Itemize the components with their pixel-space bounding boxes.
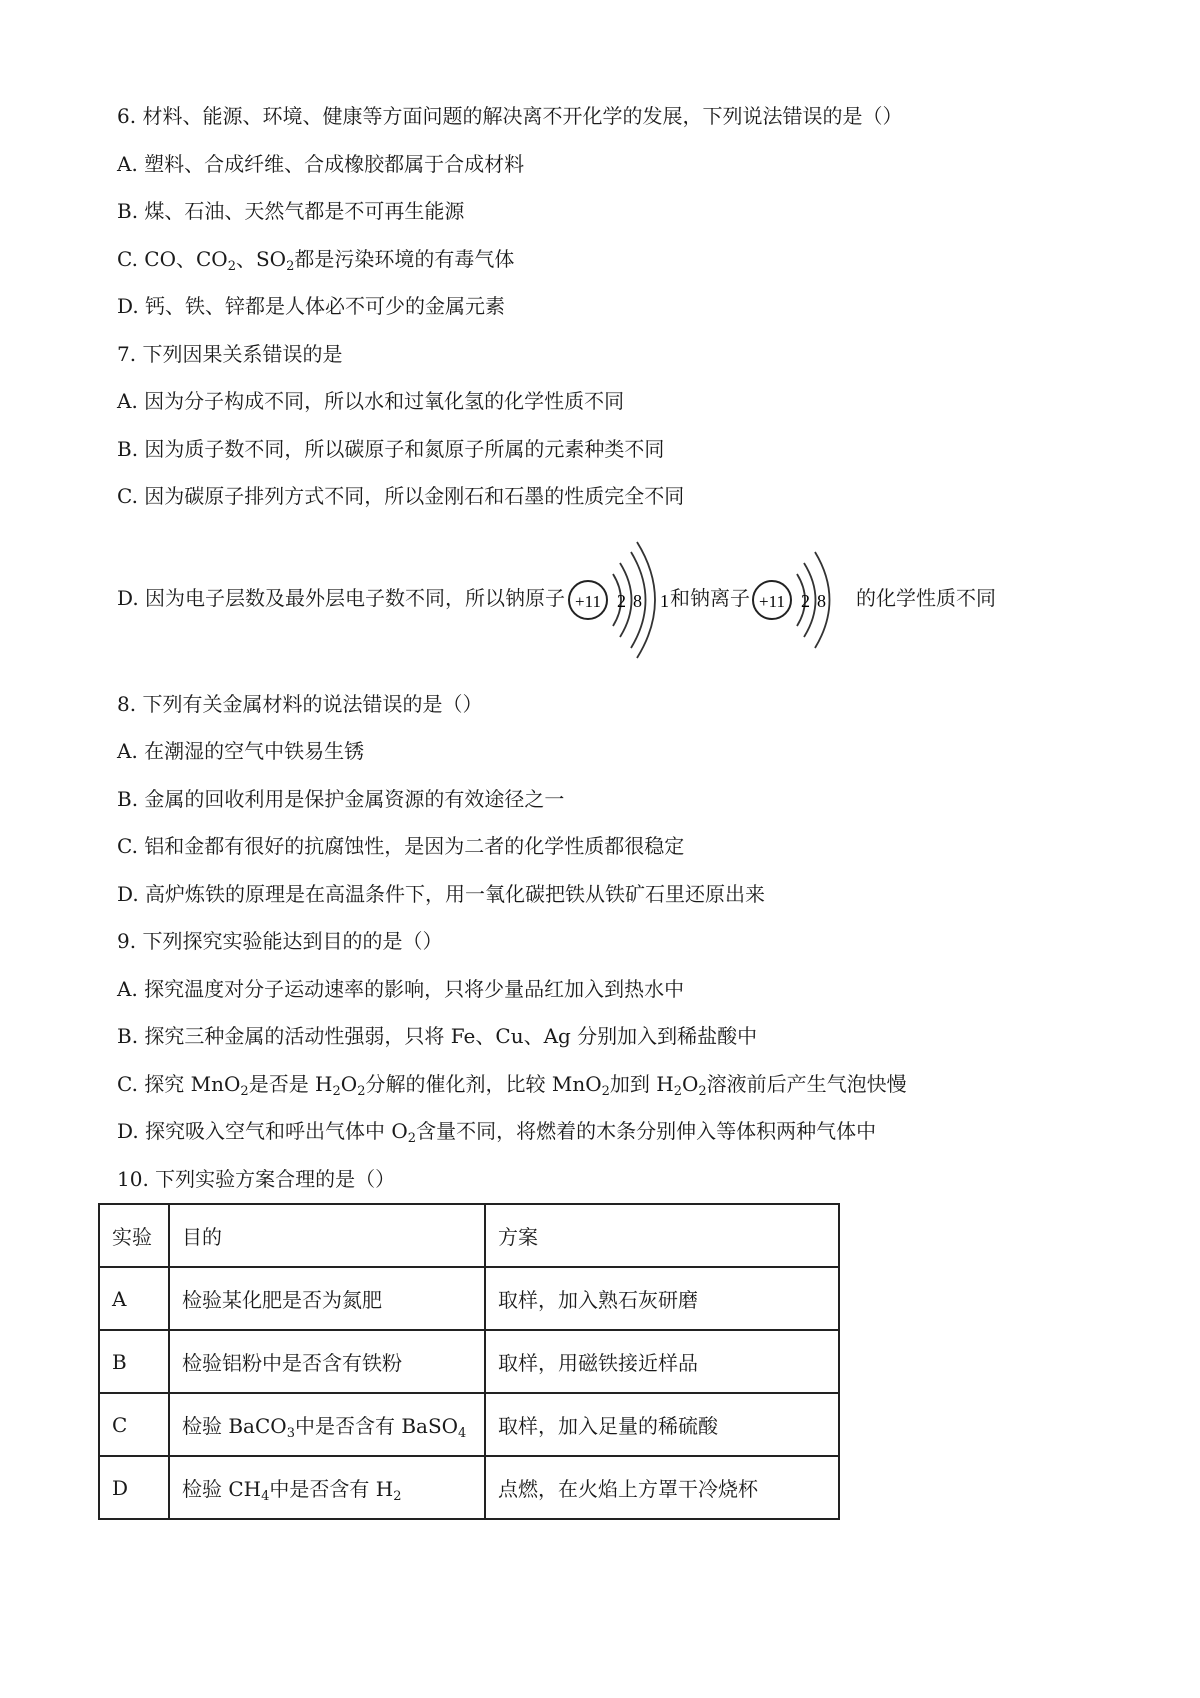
q6-option-d: D. 钙、铁、锌都是人体必不可少的金属元素 bbox=[117, 294, 506, 318]
header-goal: 目的 bbox=[169, 1204, 485, 1267]
table-row bbox=[99, 1267, 839, 1330]
table-row bbox=[99, 1393, 839, 1456]
row-plan: 取样，加入足量的稀硫酸 bbox=[485, 1393, 839, 1456]
q8-stem: 8. 下列有关金属材料的说法错误的是（） bbox=[117, 692, 483, 716]
q7-option-c: C. 因为碳原子排列方式不同，所以金刚石和石墨的性质完全不同 bbox=[117, 484, 685, 508]
q9-option-b: B. 探究三种金属的活动性强弱，只将 Fe、Cu、Ag 分别加入到稀盐酸中 bbox=[117, 1024, 758, 1048]
q9-stem: 9. 下列探究实验能达到目的的是（） bbox=[117, 929, 443, 953]
atom-nucleus-label: +11 bbox=[575, 591, 602, 611]
q6-option-b: B. 煤、石油、天然气都是不可再生能源 bbox=[117, 199, 465, 223]
q7-stem: 7. 下列因果关系错误的是 bbox=[117, 342, 343, 366]
sodium-atom-diagram bbox=[565, 530, 670, 670]
q9-option-d: D. 探究吸入空气和呼出气体中 $O_2$含量不同，将燃着的木条分别伸入等体积两种气体中 bbox=[117, 1119, 877, 1146]
q7-option-a: A. 因为分子构成不同，所以水和过氧化氢的化学性质不同 bbox=[117, 389, 625, 413]
ion-electrons-shell-2: 8 bbox=[817, 590, 827, 611]
row-goal: 检验 $CH_4$中是否含有 $H_2$ bbox=[169, 1456, 485, 1519]
header-experiment: 实验 bbox=[99, 1204, 169, 1267]
row-goal: 检验某化肥是否为氮肥 bbox=[169, 1267, 485, 1330]
row-id: A bbox=[99, 1267, 169, 1330]
row-plan: 取样，用磁铁接近样品 bbox=[485, 1330, 839, 1393]
atom-electrons-shell-3: 1 bbox=[660, 590, 670, 611]
ion-nucleus-label: +11 bbox=[759, 591, 786, 611]
q9-option-a: A. 探究温度对分子运动速率的影响，只将少量品红加入到热水中 bbox=[117, 977, 685, 1001]
row-goal: 检验铝粉中是否含有铁粉 bbox=[169, 1330, 485, 1393]
atom-electrons-shell-1: 2 bbox=[617, 590, 627, 611]
row-plan: 点燃，在火焰上方罩干冷烧杯 bbox=[485, 1456, 839, 1519]
q6-option-a: A. 塑料、合成纤维、合成橡胶都属于合成材料 bbox=[117, 152, 525, 176]
q8-option-b: B. 金属的回收利用是保护金属资源的有效途径之一 bbox=[117, 787, 565, 811]
row-id: D bbox=[99, 1456, 169, 1519]
atom-electrons-shell-2: 8 bbox=[633, 590, 643, 611]
q9-option-c: C. 探究 MnO$_2$是否是 $H_2O_2$分解的催化剂，比较 MnO$_2$加到 $H_2O_2$溶液前后产生气泡快慢 bbox=[117, 1072, 907, 1099]
q6-option-c: C. CO、$CO_2$、$SO_2$都是污染环境的有毒气体 bbox=[117, 247, 515, 274]
table-header-row bbox=[99, 1204, 839, 1267]
q7-option-d: D. 因为电子层数及最外层电子数不同，所以钠原子 +11 2 8 1 和钠离子 +11 2 8 的化学性质不同 bbox=[117, 528, 996, 668]
header-plan: 方案 bbox=[485, 1204, 839, 1267]
ion-electrons-shell-1: 2 bbox=[801, 590, 811, 611]
experiment-table bbox=[98, 1203, 840, 1520]
row-goal: 检验 BaCO$_3$中是否含有 BaSO$_4$ bbox=[169, 1393, 485, 1456]
q8-option-d: D. 高炉炼铁的原理是在高温条件下，用一氧化碳把铁从铁矿石里还原出来 bbox=[117, 882, 766, 906]
q8-option-c: C. 铝和金都有很好的抗腐蚀性，是因为二者的化学性质都很稳定 bbox=[117, 834, 685, 858]
row-id: B bbox=[99, 1330, 169, 1393]
q8-option-a: A. 在潮湿的空气中铁易生锈 bbox=[117, 739, 365, 763]
table-row bbox=[99, 1330, 839, 1393]
table-row bbox=[99, 1456, 839, 1519]
q6-stem: 6. 材料、能源、环境、健康等方面问题的解决离不开化学的发展，下列说法错误的是（） bbox=[117, 104, 903, 128]
row-id: C bbox=[99, 1393, 169, 1456]
q10-stem: 10. 下列实验方案合理的是（） bbox=[117, 1167, 396, 1191]
sodium-ion-diagram bbox=[750, 530, 850, 670]
row-plan: 取样，加入熟石灰研磨 bbox=[485, 1267, 839, 1330]
q7-option-b: B. 因为质子数不同，所以碳原子和氮原子所属的元素种类不同 bbox=[117, 437, 665, 461]
